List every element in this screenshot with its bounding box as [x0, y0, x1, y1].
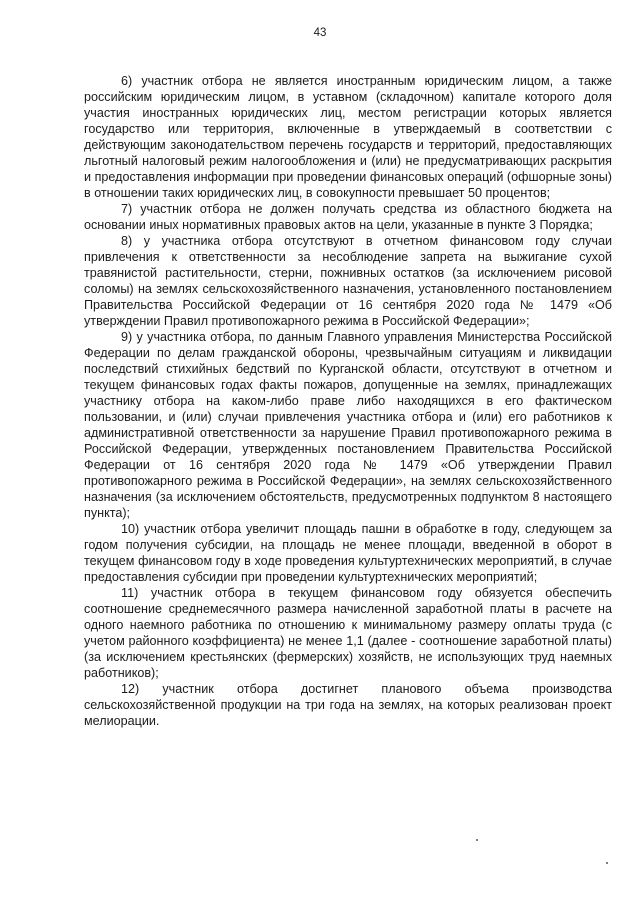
document-body [84, 73, 612, 729]
page-number: 43 [313, 27, 327, 39]
scan-speck [606, 862, 608, 864]
paragraph-item-12: 12) участник отбора достигнет планового объема производства сельскохозяйственной продукции на три года на землях, на которых реализован проект мелиорации. [84, 682, 612, 728]
paragraph-item-11: 11) участник отбора в текущем финансовом году обязуется обеспечить соотношение среднемесячного размера начисленной заработной платы в расчете на одного наемного работника по отношению к минимальному размеру оплаты труда (с учетом районного коэффициента) не менее 1,1 (далее - соотношение заработной платы) (за исключением крестьянских (фермерских) хозяйств, не использующих труд наемных работников); [84, 586, 612, 680]
paragraph-item-7: 7) участник отбора не должен получать средства из областного бюджета на основании иных нормативных правовых актов на цели, указанные в пункте 3 Порядка; [84, 202, 612, 232]
paragraph-item-10: 10) участник отбора увеличит площадь пашни в обработке в году, следующем за годом получения субсидии, на площадь не менее площади, введенной в оборот в текущем финансовом году в ходе проведения культуртехнических мероприятий, в случае предоставления субсидии при проведении культуртехнических мероприятий; [84, 522, 612, 584]
scan-speck [476, 839, 478, 841]
paragraph-item-6: 6) участник отбора не является иностранным юридическим лицом, а также российским юридическим лицом, в уставном (складочном) капитале которого доля участия иностранных юридических лиц, местом регистрации которых является государство или территория, включенные в утверждаемый в соответствии с действующим законодательством перечень государств и территорий, предоставляющих льготный налоговый режим налогообложения и (или) не предусматривающих раскрытия и предоставления информации при проведении финансовых операций (офшорные зоны) в отношении таких юридических лиц, в совокупности превышает 50 процентов; [84, 74, 612, 200]
paragraph-item-9: 9) у участника отбора, по данным Главного управления Министерства Российской Федерации по делам гражданской обороны, чрезвычайным ситуациям и ликвидации последствий стихийных бедствий по Курганской области, отсутствуют в отчетном и текущем финансовых годах факты пожаров, допущенные на землях, принадлежащих участнику отбора на каком-либо праве либо находящихся в его фактическом пользовании, и (или) случаи привлечения участника отбора и (или) его работников к административной ответственности за нарушение Правил противопожарного режима в Российской Федерации, утвержденных постановлением Правительства Российской Федерации от 16 сентября 2020 года № 1479 «Об утверждении Правил противопожарного режима в Российской Федерации», на землях сельскохозяйственного назначения (за исключением обстоятельств, предусмотренных подпунктом 8 настоящего пункта); [84, 330, 612, 520]
paragraph-item-8: 8) у участника отбора отсутствуют в отчетном финансовом году случаи привлечения к ответственности за несоблюдение запрета на выжигание сухой травянистой растительности, стерни, пожнивных остатков (за исключением рисовой соломы) на землях сельскохозяйственного назначения, установленного постановлением Правительства Российской Федерации от 16 сентября 2020 года № 1479 «Об утверждении Правил противопожарного режима в Российской Федерации»; [84, 234, 612, 328]
